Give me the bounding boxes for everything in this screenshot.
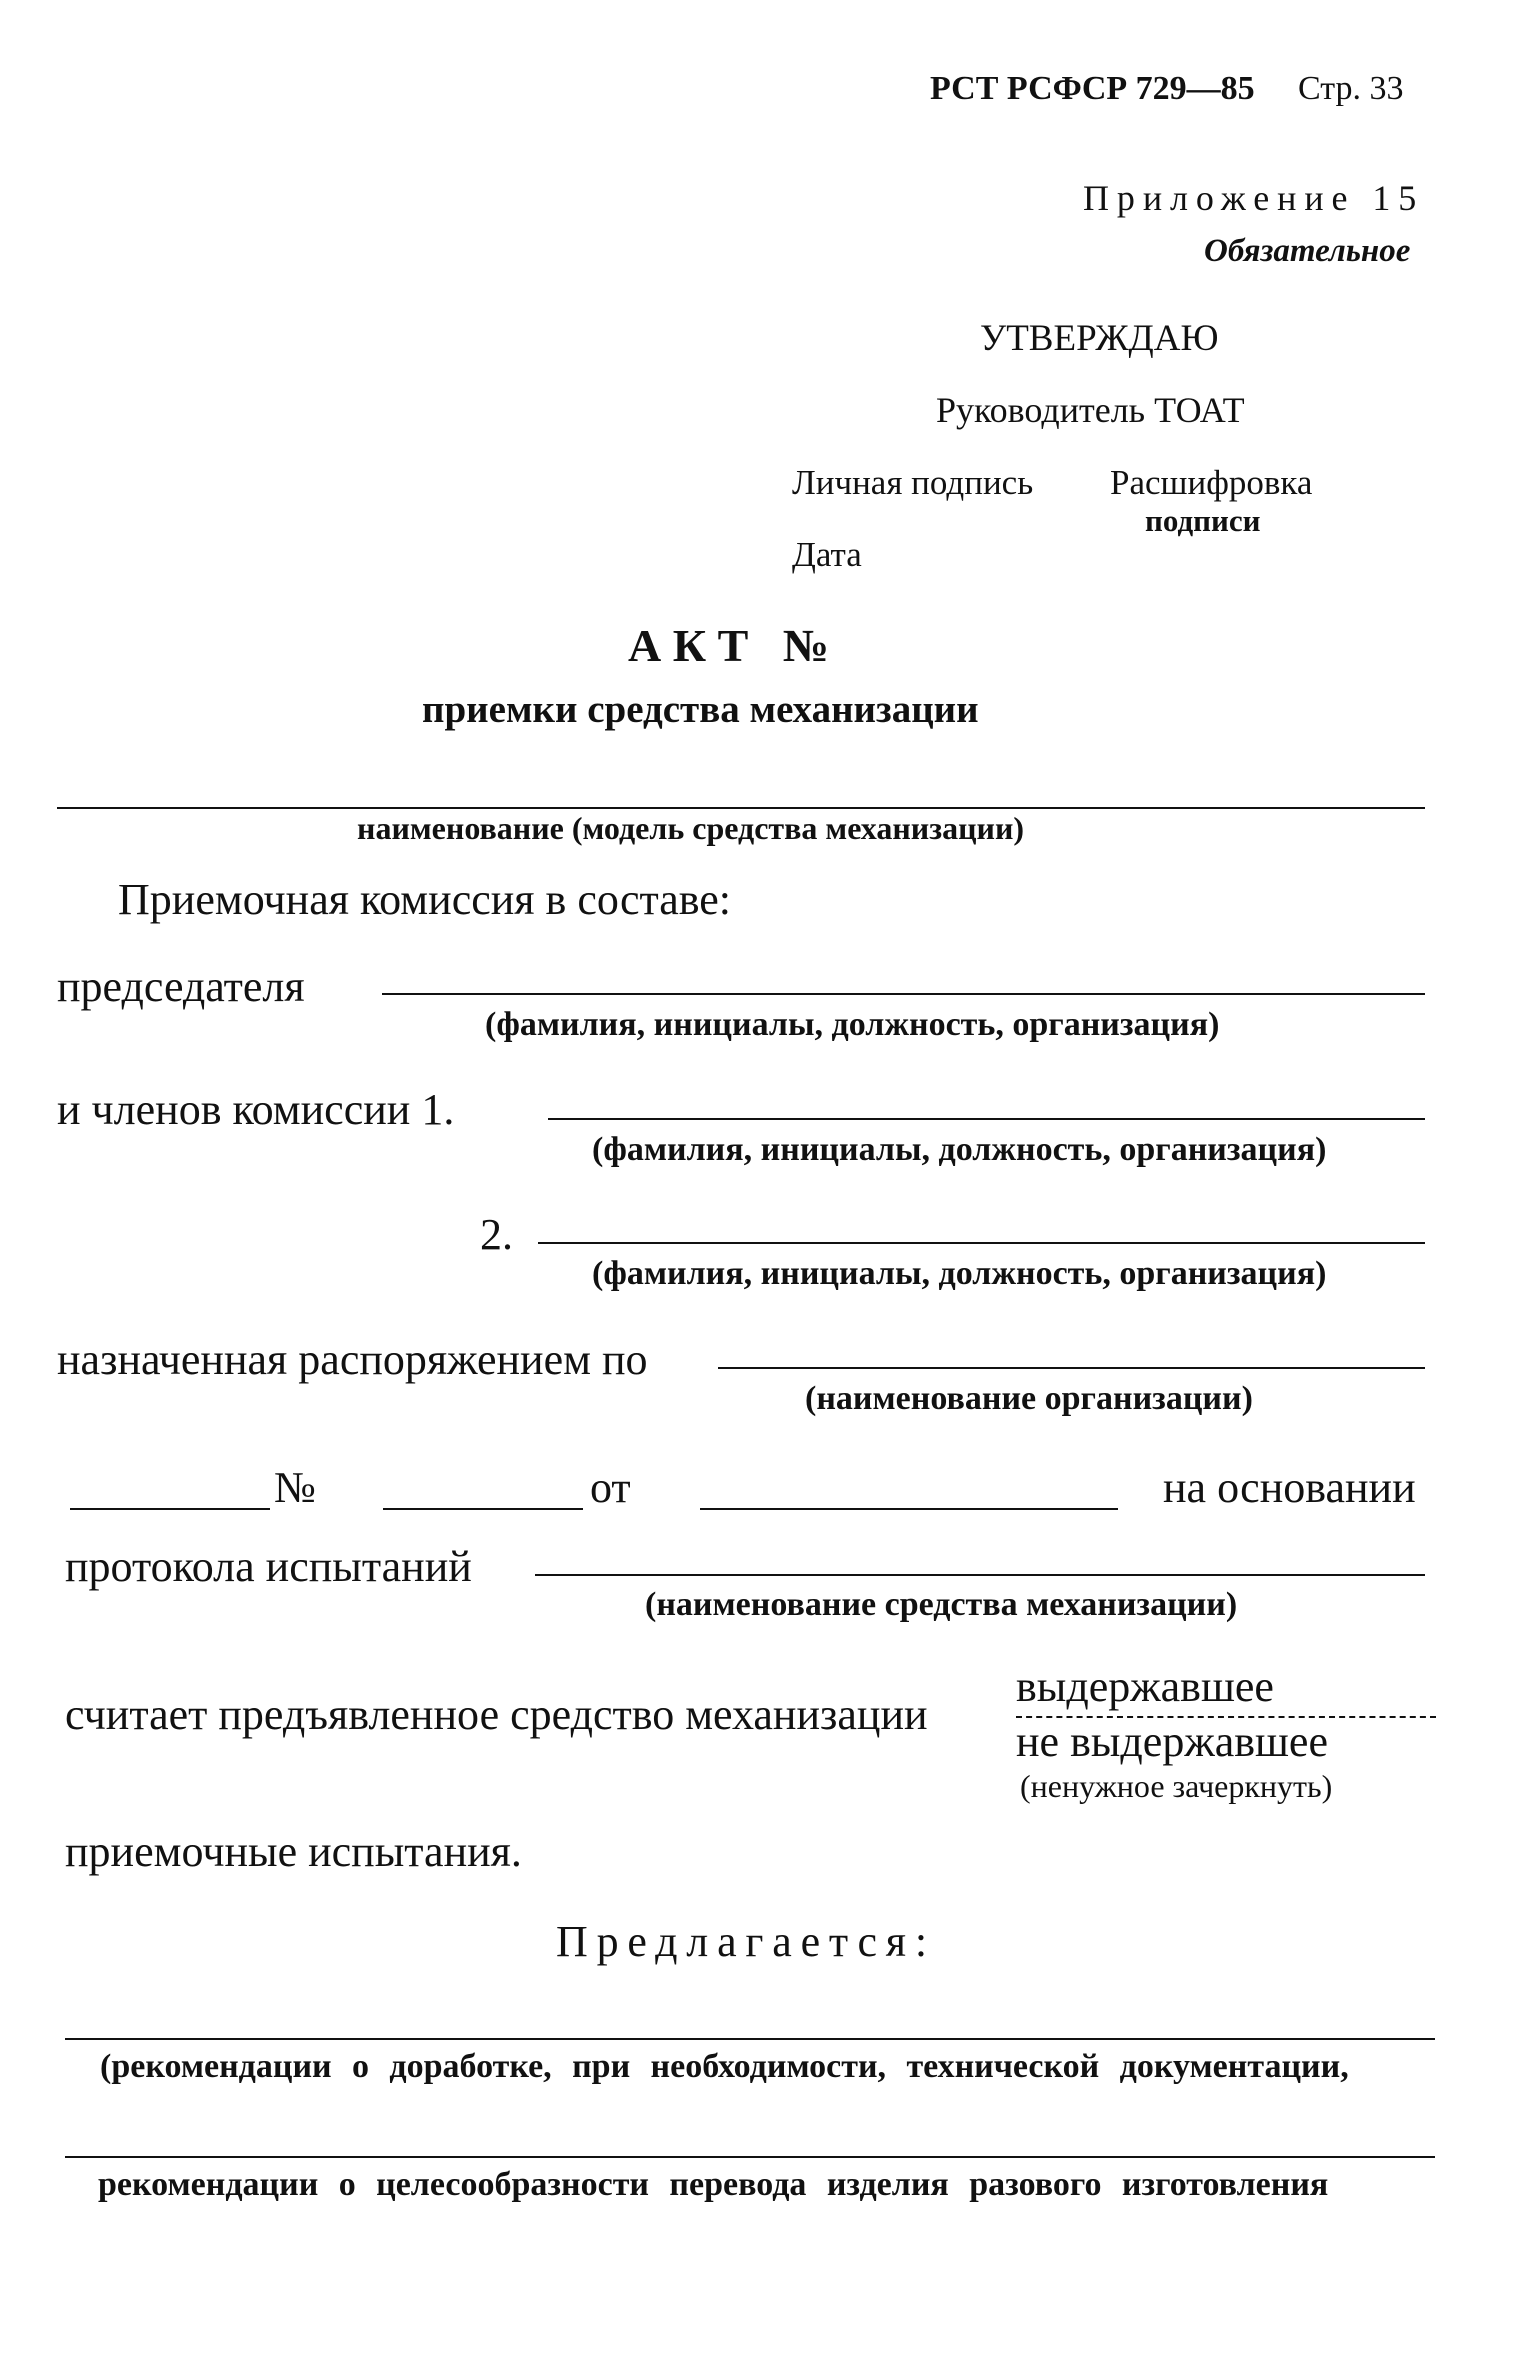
strike-note: (ненужное зачеркнуть) <box>1020 1768 1333 1804</box>
basis-label: на основании <box>1163 1463 1416 1512</box>
decoding-label-2: подписи <box>1145 503 1261 538</box>
option-passed[interactable]: выдержавшее <box>1016 1662 1274 1711</box>
chairman-label: председателя <box>57 962 305 1011</box>
protocol-field[interactable] <box>535 1574 1425 1576</box>
signature-label: Личная подпись <box>792 463 1034 502</box>
date-label: Дата <box>792 535 862 574</box>
considers-label: считает предъявленное средство механизации <box>65 1690 928 1739</box>
recommendation-line-2[interactable] <box>65 2156 1435 2158</box>
means-caption: (наименование средства механизации) <box>645 1586 1238 1623</box>
recommendation-line-1[interactable] <box>65 2038 1435 2040</box>
approve-label: УТВЕРЖДАЮ <box>980 318 1219 359</box>
page-number: Стр. 33 <box>1298 70 1404 107</box>
from-label: от <box>590 1463 631 1512</box>
head-label: Руководитель ТОАТ <box>936 390 1245 430</box>
order-number-field[interactable] <box>383 1508 583 1510</box>
tests-label: приемочные испытания. <box>65 1827 522 1876</box>
act-title: АКТ № <box>628 620 841 671</box>
recommendation-caption-2: рекомендации о целесообразности перевода изделия разового изготовления <box>98 2166 1329 2203</box>
recommendation-caption-1: (рекомендации о доработке, при необходимости, технической документации, <box>100 2048 1349 2085</box>
order-date-field[interactable] <box>700 1508 1118 1510</box>
appendix-title: Приложение 15 <box>1083 178 1425 218</box>
appendix-status: Обязательное <box>1204 233 1411 269</box>
chairman-caption: (фамилия, инициалы, должность, организация) <box>485 1006 1220 1043</box>
number-sign: № <box>274 1463 316 1512</box>
option-not-passed[interactable]: не выдержавшее <box>1016 1717 1328 1766</box>
order-type-field[interactable] <box>70 1508 270 1510</box>
name-caption: наименование (модель средства механизации) <box>357 810 1025 846</box>
document-reference: РСТ РСФСР 729—85 <box>930 70 1255 107</box>
name-field-line[interactable] <box>57 807 1425 809</box>
member-1-field[interactable] <box>548 1118 1425 1120</box>
member-2-caption: (фамилия, инициалы, должность, организация) <box>592 1255 1327 1292</box>
protocol-label: протокола испытаний <box>65 1542 472 1591</box>
org-caption: (наименование организации) <box>805 1380 1253 1417</box>
member-1-caption: (фамилия, инициалы, должность, организация) <box>592 1131 1327 1168</box>
appointed-label: назначенная распоряжением по <box>57 1335 648 1384</box>
commission-heading: Приемочная комиссия в составе: <box>118 875 732 924</box>
decoding-label: Расшифровка <box>1110 463 1313 502</box>
members-label: и членов комиссии 1. <box>57 1085 455 1134</box>
proposed-heading: Предлагается: <box>556 1917 936 1966</box>
appointed-org-field[interactable] <box>718 1367 1425 1369</box>
chairman-field[interactable] <box>382 993 1425 995</box>
member-2-field[interactable] <box>538 1242 1425 1244</box>
act-subtitle: приемки средства механизации <box>422 688 979 731</box>
member-2-label: 2. <box>480 1210 513 1259</box>
